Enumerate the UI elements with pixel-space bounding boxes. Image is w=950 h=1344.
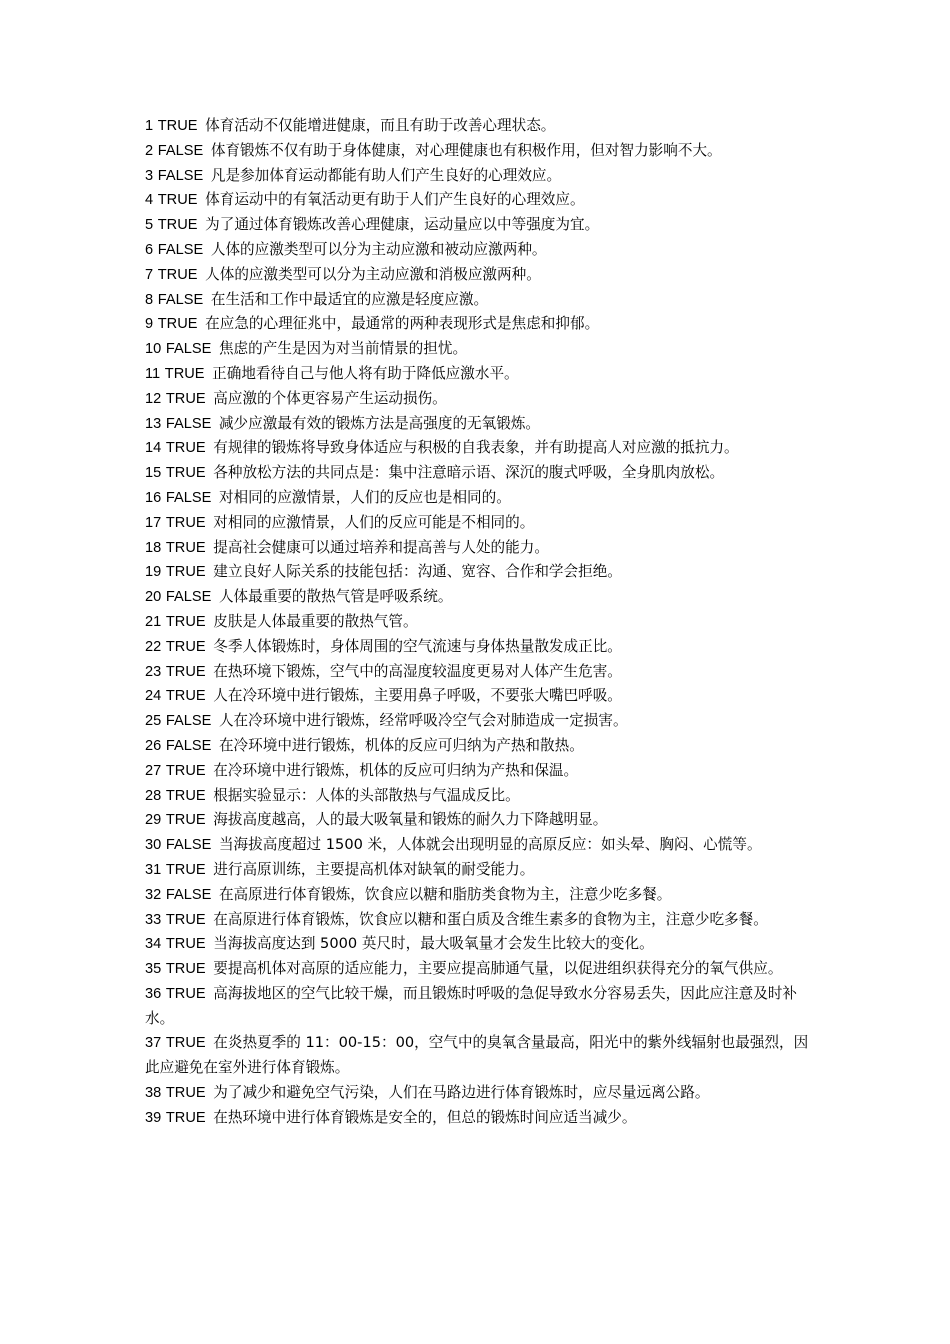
item-number: 35 <box>145 961 162 978</box>
item-statement: 在炎热夏季的 11：00-15：00，空气中的臭氧含量最高，阳光中的紫外线辐射也最强烈，因此应避免在室外进行体育锻炼。 <box>145 1034 809 1077</box>
item-statement: 根据实验显示：人体的头部散热与气温成反比。 <box>213 786 520 804</box>
answer-item <box>145 684 813 709</box>
item-verdict: TRUE <box>157 316 198 333</box>
item-statement: 人在冷环境中进行锻炼，主要用鼻子呼吸，不要张大嘴巴呼吸。 <box>213 687 622 705</box>
answer-item <box>145 957 813 982</box>
answer-item <box>145 1106 813 1131</box>
item-verdict: TRUE <box>165 1109 206 1126</box>
item-verdict: FALSE <box>165 415 212 432</box>
item-verdict: FALSE <box>165 341 212 358</box>
item-verdict: TRUE <box>165 465 206 482</box>
item-verdict: TRUE <box>165 1085 206 1102</box>
item-verdict: FALSE <box>165 886 212 903</box>
item-statement: 减少应激最有效的锻炼方法是高强度的无氧锻炼。 <box>218 414 541 432</box>
item-verdict: TRUE <box>165 663 206 680</box>
item-verdict: TRUE <box>165 985 206 1002</box>
item-statement: 在应急的心理征兆中，最通常的两种表现形式是焦虑和抑郁。 <box>205 315 600 333</box>
item-verdict: TRUE <box>165 1035 206 1052</box>
item-statement: 为了通过体育锻炼改善心理健康，运动量应以中等强度为宜。 <box>205 216 600 234</box>
item-verdict: FALSE <box>165 737 212 754</box>
item-verdict: TRUE <box>165 936 206 953</box>
item-number: 22 <box>145 638 162 655</box>
answer-item <box>145 312 813 337</box>
item-verdict: TRUE <box>157 217 198 234</box>
answer-item <box>145 660 813 685</box>
answer-item <box>145 1031 813 1081</box>
answer-item <box>145 461 813 486</box>
item-statement: 人体最重要的散热气管是呼吸系统。 <box>218 588 453 606</box>
item-verdict: TRUE <box>165 564 206 581</box>
item-verdict: TRUE <box>157 192 198 209</box>
item-number: 23 <box>145 663 162 680</box>
answer-item <box>145 288 813 313</box>
answer-item <box>145 238 813 263</box>
item-number: 5 <box>145 217 154 234</box>
answer-item <box>145 114 813 139</box>
item-verdict: TRUE <box>165 638 206 655</box>
item-statement: 建立良好人际关系的技能包括：沟通、宽容、合作和学会拒绝。 <box>213 563 622 581</box>
answer-item <box>145 387 813 412</box>
item-number: 33 <box>145 911 162 928</box>
answer-item <box>145 139 813 164</box>
item-number: 14 <box>145 440 162 457</box>
item-statement: 提高社会健康可以通过培养和提高善与人处的能力。 <box>213 538 549 556</box>
item-statement: 在生活和工作中最适宜的应激是轻度应激。 <box>210 290 489 308</box>
answer-item <box>145 585 813 610</box>
item-verdict: TRUE <box>165 787 206 804</box>
item-number: 8 <box>145 291 154 308</box>
item-verdict: TRUE <box>165 762 206 779</box>
item-verdict: TRUE <box>165 440 206 457</box>
item-number: 34 <box>145 936 162 953</box>
item-number: 21 <box>145 613 162 630</box>
item-number: 16 <box>145 489 162 506</box>
item-verdict: FALSE <box>157 241 204 258</box>
item-verdict: TRUE <box>165 613 206 630</box>
item-number: 32 <box>145 886 162 903</box>
answer-item <box>145 734 813 759</box>
item-statement: 高海拔地区的空气比较干燥，而且锻炼时呼吸的急促导致水分容易丢失，因此应注意及时补水。 <box>145 984 798 1027</box>
item-statement: 在热环境下锻炼，空气中的高湿度较温度更易对人体产生危害。 <box>213 662 622 680</box>
answer-item <box>145 486 813 511</box>
item-statement: 凡是参加体育运动都能有助人们产生良好的心理效应。 <box>210 166 562 184</box>
item-statement: 冬季人体锻炼时，身体周围的空气流速与身体热量散发成正比。 <box>213 637 622 655</box>
item-statement: 对相同的应激情景，人们的反应也是相同的。 <box>218 488 511 506</box>
item-number: 37 <box>145 1035 162 1052</box>
answer-item <box>145 213 813 238</box>
item-statement: 人体的应激类型可以分为主动应激和消极应激两种。 <box>205 265 541 283</box>
answer-item <box>145 808 813 833</box>
item-number: 1 <box>145 118 154 134</box>
item-statement: 在冷环境中进行锻炼，机体的反应可归纳为产热和散热。 <box>218 736 584 754</box>
item-statement: 在冷环境中进行锻炼，机体的反应可归纳为产热和保温。 <box>213 761 579 779</box>
answer-item <box>145 610 813 635</box>
answer-item <box>145 635 813 660</box>
item-statement: 高应激的个体更容易产生运动损伤。 <box>213 389 447 407</box>
item-verdict: FALSE <box>165 713 212 730</box>
item-verdict: FALSE <box>165 837 212 854</box>
item-statement: 体育活动不仅能增进健康，而且有助于改善心理状态。 <box>205 117 556 134</box>
item-number: 15 <box>145 465 162 482</box>
item-verdict: FALSE <box>157 142 204 159</box>
item-statement: 在高原进行体育锻炼，饮食应以糖和蛋白质及含维生素多的食物为主，注意少吃多餐。 <box>213 910 768 928</box>
item-statement: 为了减少和避免空气污染，人们在马路边进行体育锻炼时，应尽量远离公路。 <box>213 1084 710 1102</box>
item-verdict: TRUE <box>165 861 206 878</box>
item-number: 39 <box>145 1109 162 1126</box>
item-statement: 体育运动中的有氧活动更有助于人们产生良好的心理效应。 <box>205 191 585 209</box>
answer-item <box>145 1081 813 1106</box>
answer-item <box>145 982 813 1032</box>
item-number: 7 <box>145 266 154 283</box>
item-number: 11 <box>145 365 161 382</box>
item-number: 19 <box>145 564 162 581</box>
answer-item <box>145 883 813 908</box>
item-number: 28 <box>145 787 162 804</box>
item-statement: 当海拔高度达到 5000 英尺时，最大吸氧量才会发生比较大的变化。 <box>213 935 654 953</box>
item-number: 18 <box>145 539 162 556</box>
item-verdict: FALSE <box>157 167 204 184</box>
item-number: 30 <box>145 837 162 854</box>
item-number: 9 <box>145 316 154 333</box>
item-statement: 在高原进行体育锻炼，饮食应以糖和脂肪类食物为主，注意少吃多餐。 <box>218 885 672 903</box>
item-statement: 各种放松方法的共同点是：集中注意暗示语、深沉的腹式呼吸，全身肌肉放松。 <box>213 464 725 482</box>
answer-item <box>145 188 813 213</box>
item-number: 26 <box>145 737 162 754</box>
item-verdict: TRUE <box>165 961 206 978</box>
answer-item <box>145 932 813 957</box>
answer-item <box>145 784 813 809</box>
item-verdict: TRUE <box>157 266 198 283</box>
item-number: 31 <box>145 861 162 878</box>
item-number: 3 <box>145 167 154 184</box>
item-statement: 体育锻炼不仅有助于身体健康，对心理健康也有积极作用，但对智力影响不大。 <box>210 141 722 159</box>
item-statement: 海拔高度越高，人的最大吸氧量和锻炼的耐久力下降越明显。 <box>213 811 608 829</box>
answer-item <box>145 908 813 933</box>
item-statement: 在热环境中进行体育锻炼是安全的，但总的锻炼时间应适当减少。 <box>213 1108 637 1126</box>
item-number: 12 <box>145 390 162 407</box>
answer-item <box>145 436 813 461</box>
item-verdict: FALSE <box>165 589 212 606</box>
item-statement: 当海拔高度超过 1500 米，人体就会出现明显的高原反应：如头晕、胸闷、心慌等。 <box>218 836 762 854</box>
item-number: 2 <box>145 142 154 159</box>
item-verdict: FALSE <box>157 291 204 308</box>
item-number: 10 <box>145 341 162 358</box>
item-number: 24 <box>145 688 162 705</box>
item-statement: 有规律的锻炼将导致身体适应与积极的自我表象，并有助提高人对应激的抵抗力。 <box>213 439 739 457</box>
item-number: 36 <box>145 985 162 1002</box>
answer-item <box>145 536 813 561</box>
item-statement: 要提高机体对高原的适应能力，主要应提高肺通气量，以促进组织获得充分的氧气供应。 <box>213 960 783 978</box>
item-number: 20 <box>145 589 162 606</box>
item-verdict: TRUE <box>157 118 198 134</box>
item-number: 25 <box>145 713 162 730</box>
item-number: 29 <box>145 812 162 829</box>
answer-item <box>145 337 813 362</box>
answer-item <box>145 759 813 784</box>
item-number: 4 <box>145 192 154 209</box>
item-verdict: TRUE <box>164 365 205 382</box>
item-verdict: FALSE <box>165 489 212 506</box>
item-number: 38 <box>145 1085 162 1102</box>
item-statement: 正确地看待自己与他人将有助于降低应激水平。 <box>212 364 519 382</box>
item-number: 27 <box>145 762 162 779</box>
answer-item <box>145 858 813 883</box>
answer-item <box>145 362 813 387</box>
item-number: 6 <box>145 241 154 258</box>
item-statement: 进行高原训练，主要提高机体对缺氧的耐受能力。 <box>213 860 535 878</box>
item-number: 13 <box>145 415 162 432</box>
item-statement: 人体的应激类型可以分为主动应激和被动应激两种。 <box>210 240 547 258</box>
item-number: 17 <box>145 514 162 531</box>
answer-item <box>145 560 813 585</box>
item-verdict: TRUE <box>165 688 206 705</box>
item-statement: 对相同的应激情景，人们的反应可能是不相同的。 <box>213 513 535 531</box>
answer-item <box>145 833 813 858</box>
item-verdict: TRUE <box>165 812 206 829</box>
item-verdict: TRUE <box>165 911 206 928</box>
item-verdict: TRUE <box>165 539 206 556</box>
true-false-answer-list <box>145 114 813 1131</box>
answer-item <box>145 709 813 734</box>
item-statement: 人在冷环境中进行锻炼，经常呼吸冷空气会对肺造成一定损害。 <box>218 712 628 730</box>
item-statement: 皮肤是人体最重要的散热气管。 <box>213 612 418 630</box>
item-verdict: TRUE <box>165 514 206 531</box>
answer-item <box>145 164 813 189</box>
item-statement: 焦虑的产生是因为对当前情景的担忧。 <box>218 340 468 358</box>
item-verdict: TRUE <box>165 390 206 407</box>
answer-item <box>145 511 813 536</box>
answer-item <box>145 263 813 288</box>
answer-item <box>145 412 813 437</box>
